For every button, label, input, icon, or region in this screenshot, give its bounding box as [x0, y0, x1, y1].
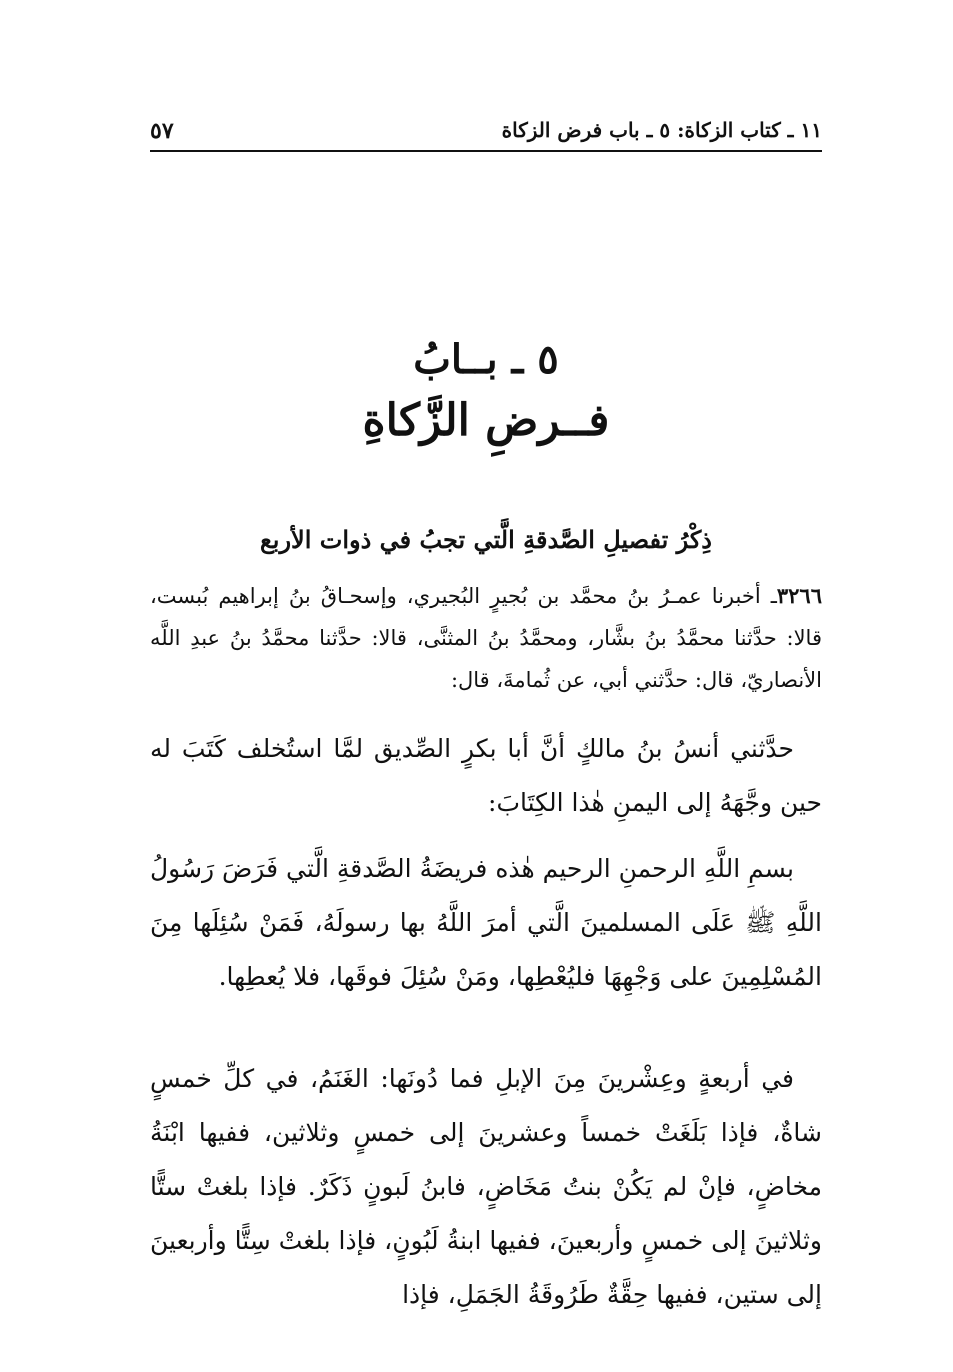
chapter-title: فــرضِ الزَّكاةِ [362, 395, 610, 446]
chapter-heading [150, 332, 822, 454]
chapter-number: ٥ ـ بــابُ [413, 336, 559, 383]
paragraph-letter [150, 842, 822, 1004]
hadith-number: ٣٢٦٦ [776, 583, 822, 608]
running-title: ١١ ـ كتاب الزكاة: ٥ ـ باب فرض الزكاة [501, 118, 822, 142]
isnad-text: ـ أخبرنا عمـرُ بنُ محمَّد بن بُجيرٍ البُجيري، وإسحـاقُ بنُ إبراهيم بُبست، قالا: حدَّثنا محمَّدُ بنُ بشَّار، ومحمَّدُ بنُ المثنَّى، قالا: حدَّثنا محمَّدُ بنُ عبدِ اللَّه الأنصاريّ، قال: حدَّثني أبي، عن ثُمامةَ، قال: [150, 584, 822, 692]
paragraph-text: في أربعةٍ وعِشْرينَ مِنَ الإبلِ فما دُونَها: الغَنَمُ، في كلِّ خمسٍ شاةٌ، فإذا بَلَغَتْ خمساً وعشرينَ إلى خمسٍ وثلاثين، ففيها ابْنَةُ مخاضٍ، فإنْ لم يَكُنْ بنتُ مَخَاضٍ، فابنُ لَبونٍ ذَكَرٌ. فإذا بلغتْ ستًّا وثلاثينَ إلى خمسٍ وأربعينَ، ففيها ابنةُ لَبُونٍ، فإذا بلغتْ سِتًّا وأربعينَ إلى ستين، ففيها حِقَّةٌ طَرُوقَةُ الجَمَلِ، فإذا [150, 1064, 822, 1309]
hadith-isnad [150, 575, 822, 701]
section-heading: ذِكْرُ تفصيلِ الصَّدقةِ الَّتي تجبُ في ذوات الأربع [259, 525, 712, 554]
paragraph-text: بسمِ اللَّهِ الرحمنِ الرحيم هٰذه فريضَةُ الصَّدقةِ الَّتي فَرَضَ رَسُولُ اللَّهِ ﷺ عَلَى المسلمينَ الَّتي أمرَ اللَّهُ بها رسولَهُ، فَمَنْ سُئِلَها مِنَ المُسْلِمِينَ على وَجْهِهَا فليُعْطِها، ومَنْ سُئِلَ فوقَها، فلا يُعطِها. [150, 854, 822, 991]
running-header [150, 112, 822, 152]
page-number: ٥٧ [150, 118, 174, 144]
paragraph-rules [150, 1052, 822, 1322]
paragraph-text: حدَّثني أنسُ بنُ مالكٍ أنَّ أبا بكرٍ الصِّديق لمَّا استُخلف كَتَبَ له حين وجَّهَهُ إلى اليمنِ هٰذا الكِتَابَ: [150, 734, 822, 817]
paragraph-intro [150, 722, 822, 830]
